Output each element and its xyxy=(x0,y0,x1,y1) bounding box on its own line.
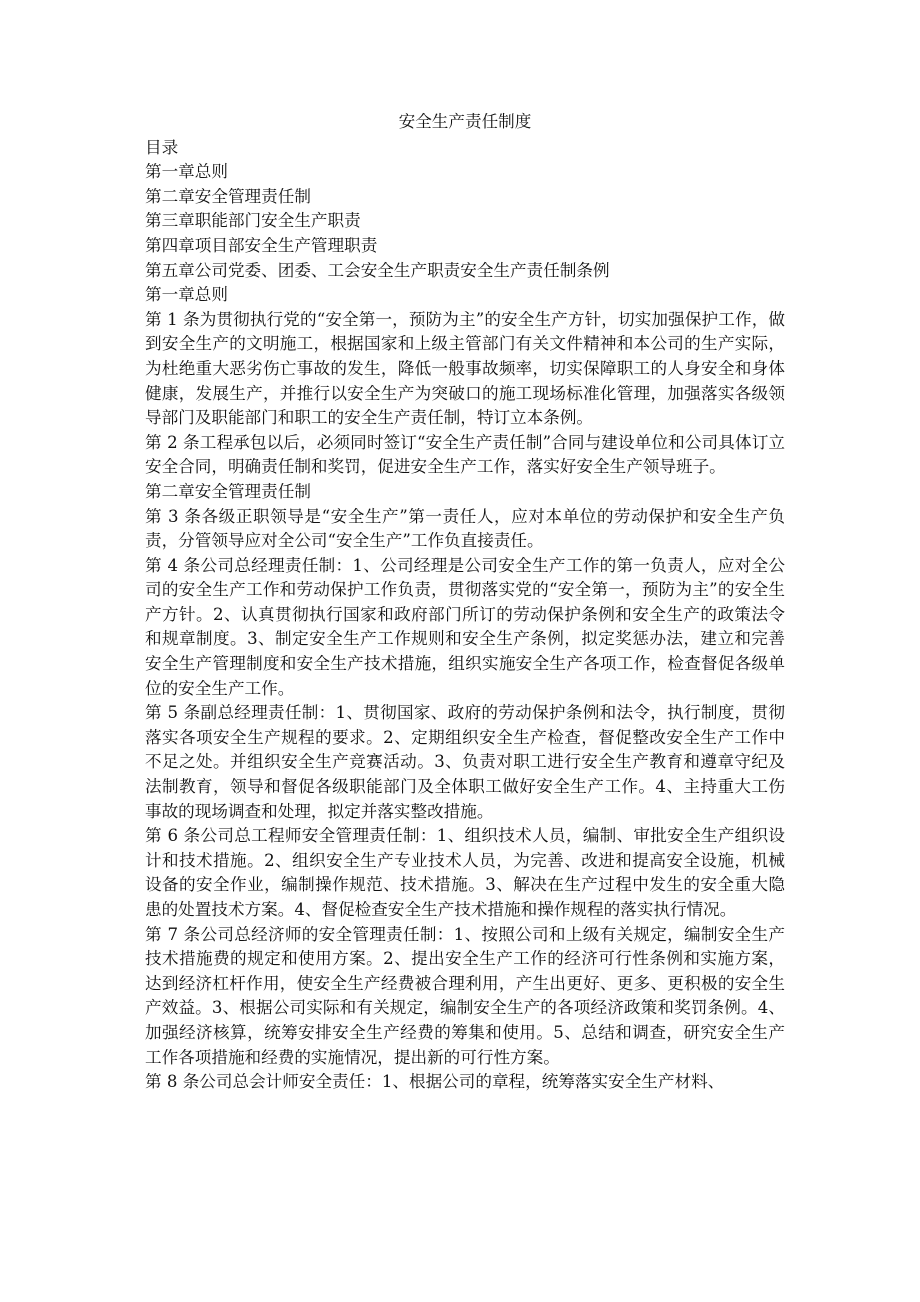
article-4: 第 4 条公司总经理责任制：1、公司经理是公司安全生产工作的第一负责人，应对全公司的安全生产工作和劳动保护工作负责，贯彻落实党的“安全第一，预防为主”的安全生产方针。2、认真贯彻执行国家和政府部门所订的劳动保护条例和安全生产的政策法令和规章制度。3、制定安全生产工作规则和安全生产条例，拟定奖惩办法，建立和完善安全生产管理制度和安全生产技术措施，组织实施安全生产各项工作，检查督促各级单位的安全生产工作。 xyxy=(145,555,785,698)
article-8: 第 8 条公司总会计师安全责任：1、根据公司的章程，统筹落实安全生产材料、 xyxy=(145,1072,725,1092)
article-2: 第 2 条工程承包以后，必须同时签订“安全生产责任制”合同与建设单位和公司具体订立安全合同，明确责任制和奖罚，促进安全生产工作，落实好安全生产领导班子。 xyxy=(145,432,785,477)
toc-item-chapter-1: 第一章总则 xyxy=(145,162,228,182)
chapter-2-heading: 第二章安全管理责任制 xyxy=(145,481,311,501)
chapter-1-heading: 第一章总则 xyxy=(145,285,228,305)
toc-item-chapter-5: 第五章公司党委、团委、工会安全生产职责安全生产责任制条例 xyxy=(145,260,610,280)
document-body xyxy=(145,110,785,1095)
toc-item-chapter-4: 第四章项目部安全生产管理职责 xyxy=(145,235,378,255)
article-3: 第 3 条各级正职领导是“安全生产”第一责任人，应对本单位的劳动保护和安全生产负责，分管领导应对全公司“安全生产”工作负直接责任。 xyxy=(145,506,785,551)
article-6: 第 6 条公司总工程师安全管理责任制：1、组织技术人员，编制、审批安全生产组织设计和技术措施。2、组织安全生产专业技术人员，为完善、改进和提高安全设施，机械设备的安全作业，编制操作规范、技术措施。3、解决在生产过程中发生的安全重大隐患的处置技术方案。4、督促检查安全生产技术措施和操作规程的落实执行情况。 xyxy=(145,826,785,919)
article-7: 第 7 条公司总经济师的安全管理责任制：1、按照公司和上级有关规定，编制安全生产技术措施费的规定和使用方案。2、提出安全生产工作的经济可行性条例和实施方案，达到经济杠杆作用，使安全生产经费被合理利用，产生出更好、更多、更积极的安全生产效益。3、根据公司实际和有关规定，编制安全生产的各项经济政策和奖罚条例。4、加强经济核算，统筹安排安全生产经费的筹集和使用。5、总结和调查，研究安全生产工作各项措施和经费的实施情况，提出新的可行性方案。 xyxy=(145,924,785,1067)
toc-item-chapter-3: 第三章职能部门安全生产职责 xyxy=(145,211,361,231)
toc-item-chapter-2: 第二章安全管理责任制 xyxy=(145,186,311,206)
toc-label: 目录 xyxy=(145,137,179,157)
article-5: 第 5 条副总经理责任制：1、贯彻国家、政府的劳动保护条例和法令，执行制度，贯彻落实各项安全生产规程的要求。2、定期组织安全生产检查，督促整改安全生产工作中不足之处。并组织安全生产竞赛活动。3、负责对职工进行安全生产教育和遵章守纪及法制教育，领导和督促各级职能部门及全体职工做好安全生产工作。4、主持重大工伤事故的现场调查和处理，拟定并落实整改措施。 xyxy=(145,703,785,821)
document-title: 安全生产责任制度 xyxy=(398,112,532,131)
article-1: 第 1 条为贯彻执行党的“安全第一，预防为主”的安全生产方针，切实加强保护工作，做到安全生产的文明施工，根据国家和上级主管部门有关文件精神和本公司的生产实际，为杜绝重大恶劣伤亡事故的发生，降低一般事故频率，切实保障职工的人身安全和身体健康，发展生产，并推行以安全生产为突破口的施工现场标准化管理，加强落实各级领导部门及职能部门和职工的安全生产责任制，特订立本条例。 xyxy=(145,309,785,428)
